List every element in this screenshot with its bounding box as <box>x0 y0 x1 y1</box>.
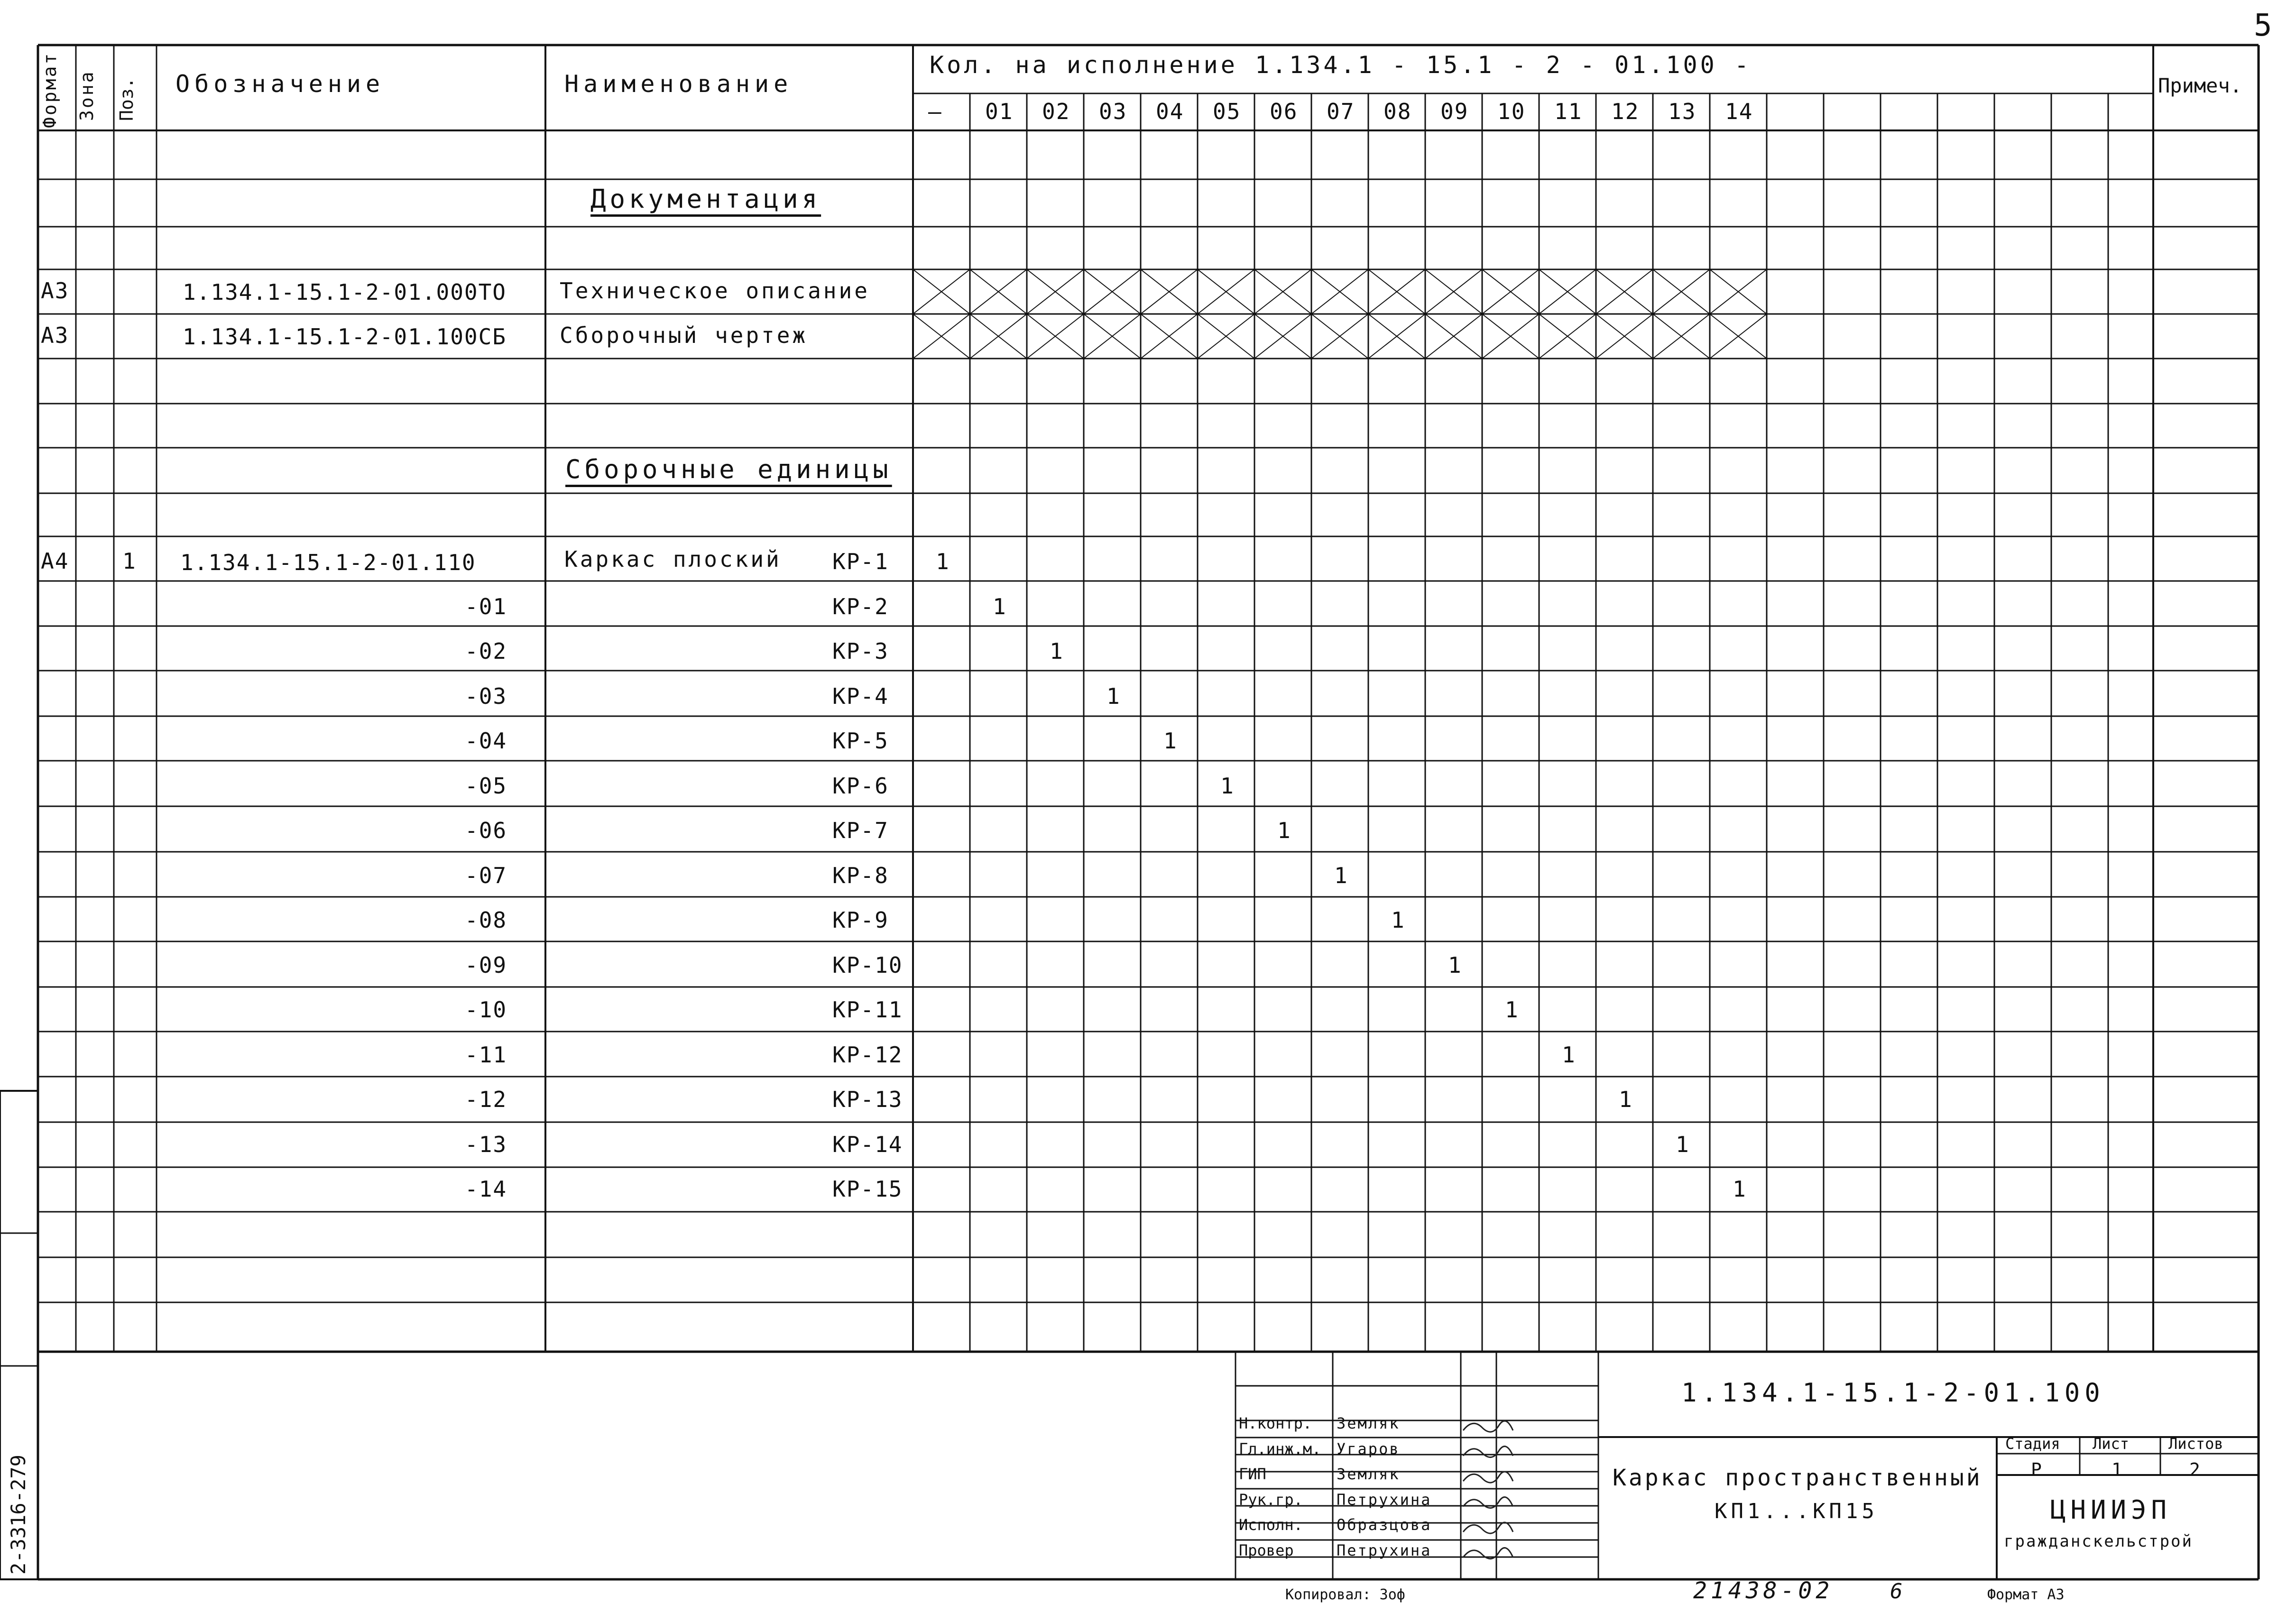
signature <box>1463 1522 1513 1533</box>
assembly-suffix: -02 <box>465 638 507 664</box>
role-name: Образцова <box>1337 1516 1432 1534</box>
assembly-mark: КР-2 <box>832 593 889 619</box>
signature <box>1463 1447 1513 1457</box>
assembly-mark: КР-7 <box>832 818 889 843</box>
assembly-qty: 1 <box>1220 773 1235 799</box>
assembly-mark: КР-4 <box>832 683 889 709</box>
assembly-qty: 1 <box>936 549 950 574</box>
org-line2: гражданскельстрой <box>2004 1532 2193 1551</box>
side-stamp: 2-3316-279 <box>7 1455 30 1575</box>
assembly-mark: КР-9 <box>832 907 889 933</box>
role-title: Н.контр. <box>1239 1414 1312 1432</box>
assembly-suffix: -07 <box>465 862 507 888</box>
assembly-mark: КР-10 <box>832 952 903 978</box>
assembly-suffix: -01 <box>465 593 507 619</box>
section-assembly-units: Сборочные единицы <box>565 454 892 484</box>
assembly-suffix: -13 <box>465 1131 507 1157</box>
variant-header-0: — <box>928 99 942 124</box>
assembly-mark: КР-1 <box>832 549 889 574</box>
variant-header-4: 04 <box>1156 99 1184 124</box>
assembly-qty: 1 <box>1562 1042 1576 1068</box>
header-pos: Поз. <box>116 77 137 121</box>
assembly-qty: 1 <box>1619 1087 1633 1112</box>
doc1-designation: 1.134.1-15.1-2-01.000ТО <box>183 279 507 305</box>
role-title: Исполн. <box>1239 1516 1303 1534</box>
variant-header-7: 07 <box>1327 99 1355 124</box>
assembly-qty: 1 <box>1391 907 1405 933</box>
role-name: Петрухина <box>1337 1541 1432 1559</box>
variant-header-1: 01 <box>985 99 1014 124</box>
doc2-name: Сборочный чертеж <box>560 323 808 348</box>
stage-label: Стадия <box>2005 1435 2060 1453</box>
sheet-value: 1 <box>2112 1459 2122 1480</box>
footer-order: 21438-02 <box>1693 1577 1834 1604</box>
org-line1: ЦНИИЭП <box>2050 1495 2172 1525</box>
assembly-qty: 1 <box>1334 862 1348 888</box>
variant-header-6: 06 <box>1270 99 1298 124</box>
stage-value: Р <box>2031 1459 2042 1480</box>
section-documentation: Документация <box>590 184 821 214</box>
assembly-suffix: -03 <box>465 683 507 709</box>
doc1-format: А3 <box>41 278 69 304</box>
sheets-value: 2 <box>2189 1459 2200 1480</box>
assembly-mark: КР-5 <box>832 728 889 754</box>
assembly-suffix: -04 <box>465 728 507 754</box>
role-name: Земляк <box>1337 1465 1400 1483</box>
role-title: Провер <box>1239 1541 1294 1559</box>
role-name: Земляк <box>1337 1414 1400 1432</box>
variant-header-3: 03 <box>1099 99 1127 124</box>
assembly-suffix: -11 <box>465 1042 507 1068</box>
signature <box>1463 1472 1513 1483</box>
assembly-qty: 1 <box>1676 1131 1690 1157</box>
role-title: Рук.гр. <box>1239 1490 1303 1509</box>
assembly-pos: 1 <box>122 548 137 574</box>
header-format: Формат <box>39 51 60 128</box>
role-name: Петрухина <box>1337 1490 1432 1509</box>
variant-header-10: 10 <box>1497 99 1526 124</box>
assembly-qty: 1 <box>1448 952 1462 978</box>
assembly-suffix: -05 <box>465 773 507 799</box>
variant-header-9: 09 <box>1440 99 1469 124</box>
assembly-qty: 1 <box>993 593 1007 619</box>
assembly-qty: 1 <box>1163 728 1178 754</box>
doc1-name: Техническое описание <box>560 278 870 304</box>
doc2-designation: 1.134.1-15.1-2-01.100СБ <box>183 324 507 350</box>
doc2-format: А3 <box>41 323 69 348</box>
assembly-mark: КР-13 <box>832 1087 903 1112</box>
variant-header-5: 05 <box>1213 99 1241 124</box>
header-zone: Зона <box>76 70 97 121</box>
role-title: Гл.инж.м. <box>1239 1439 1321 1458</box>
assembly-suffix: -08 <box>465 907 507 933</box>
assembly-suffix: -06 <box>465 818 507 843</box>
assembly-mark: КР-14 <box>832 1131 903 1157</box>
assembly-mark: КР-11 <box>832 997 903 1023</box>
signature <box>1463 1421 1513 1432</box>
assembly-mark: КР-15 <box>832 1176 903 1202</box>
variant-header-14: 14 <box>1725 99 1753 124</box>
footer-format: Формат А3 <box>1987 1586 2065 1603</box>
footer-copied: Копировал: Зоф <box>1285 1586 1405 1603</box>
variant-header-8: 08 <box>1383 99 1412 124</box>
assembly-mark: КР-12 <box>832 1042 903 1068</box>
role-title: ГИП <box>1239 1465 1266 1483</box>
title-line1: Каркас пространственный <box>1613 1465 1982 1491</box>
role-name: Угаров <box>1337 1439 1400 1458</box>
assembly-mark: КР-6 <box>832 773 889 799</box>
sheet-label: Лист <box>2093 1435 2130 1453</box>
variant-header-12: 12 <box>1611 99 1640 124</box>
title-line2: КП1...КП15 <box>1715 1499 1878 1523</box>
assembly-name: Каркас плоский <box>564 546 782 572</box>
variant-header-11: 11 <box>1554 99 1583 124</box>
header-designation: Обозначение <box>175 70 385 98</box>
variant-header-2: 02 <box>1042 99 1070 124</box>
assembly-qty: 1 <box>1277 818 1291 843</box>
assembly-suffix: -09 <box>465 952 507 978</box>
assembly-designation: 1.134.1-15.1-2-01.110 <box>180 550 476 575</box>
page-number: 5 <box>2254 8 2272 43</box>
footer-order-sheet: 6 <box>1890 1579 1907 1604</box>
assembly-format: А4 <box>41 548 69 574</box>
assembly-qty: 1 <box>1505 997 1519 1023</box>
assembly-mark: КР-3 <box>832 638 889 664</box>
assembly-qty: 1 <box>1050 638 1064 664</box>
header-qty-title: Кол. на исполнение 1.134.1 - 15.1 - 2 - 01.100 - <box>930 51 1752 79</box>
header-note: Примеч. <box>2158 74 2242 97</box>
assembly-suffix: -12 <box>465 1087 507 1112</box>
sheets-label: Листов <box>2168 1435 2223 1453</box>
assembly-mark: КР-8 <box>832 862 889 888</box>
assembly-suffix: -14 <box>465 1176 507 1202</box>
header-name: Наименование <box>564 70 793 98</box>
title-doc-code: 1.134.1-15.1-2-01.100 <box>1681 1378 2105 1408</box>
assembly-qty: 1 <box>1733 1176 1747 1202</box>
assembly-suffix: -10 <box>465 997 507 1023</box>
assembly-qty: 1 <box>1107 683 1121 709</box>
variant-header-13: 13 <box>1668 99 1697 124</box>
